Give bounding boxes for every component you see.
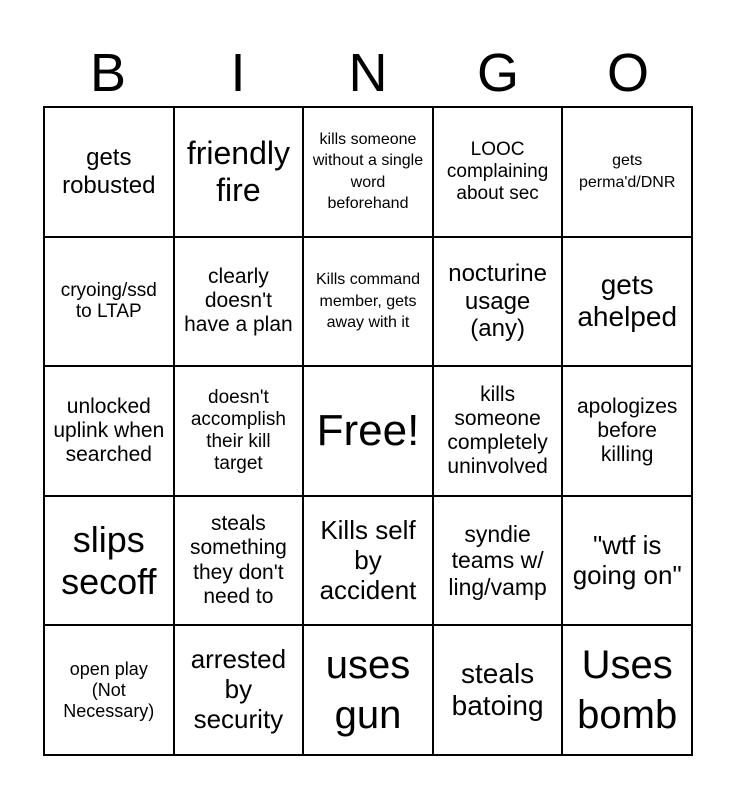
bingo-cell[interactable]: doesn't accomplish their kill target <box>174 366 304 496</box>
bingo-cell[interactable]: apologizes before killing <box>562 366 692 496</box>
bingo-header <box>43 40 693 106</box>
bingo-cell[interactable]: Kills self by accident <box>303 496 433 626</box>
free-space-cell: Free! <box>303 366 433 496</box>
header-letter-n: N <box>348 43 388 103</box>
bingo-cell[interactable]: gets perma'd/DNR <box>562 107 692 237</box>
header-letter-b: B <box>89 43 127 103</box>
bingo-board <box>43 106 693 756</box>
bingo-cell[interactable]: slips secoff <box>44 496 174 626</box>
bingo-cell[interactable]: gets robusted <box>44 107 174 237</box>
bingo-cell[interactable]: uses gun <box>303 625 433 755</box>
header-letter-g: G <box>476 43 519 103</box>
bingo-cell[interactable]: Kills command member, gets away with it <box>303 237 433 367</box>
bingo-cell[interactable]: friendly fire <box>174 107 304 237</box>
bingo-cell[interactable]: kills someone without a single word beforehand <box>303 107 433 237</box>
bingo-cell[interactable]: nocturine usage (any) <box>433 237 563 367</box>
bingo-cell[interactable]: "wtf is going on" <box>562 496 692 626</box>
bingo-cell[interactable]: kills someone completely uninvolved <box>433 366 563 496</box>
bingo-cell[interactable]: syndie teams w/ ling/vamp <box>433 496 563 626</box>
bingo-cell[interactable]: gets ahelped <box>562 237 692 367</box>
bingo-cell[interactable]: unlocked uplink when searched <box>44 366 174 496</box>
header-letter-i: I <box>230 43 246 103</box>
bingo-cell[interactable]: Uses bomb <box>562 625 692 755</box>
bingo-cell[interactable]: cryoing/ssd to LTAP <box>44 237 174 367</box>
bingo-cell[interactable]: arrested by security <box>174 625 304 755</box>
bingo-cell[interactable]: clearly doesn't have a plan <box>174 237 304 367</box>
header-letter-o: O <box>606 43 649 103</box>
bingo-cell[interactable]: open play (Not Necessary) <box>44 625 174 755</box>
bingo-cell[interactable]: steals something they don't need to <box>174 496 304 626</box>
bingo-cell[interactable]: LOOC complaining about sec <box>433 107 563 237</box>
bingo-cell[interactable]: steals batoing <box>433 625 563 755</box>
